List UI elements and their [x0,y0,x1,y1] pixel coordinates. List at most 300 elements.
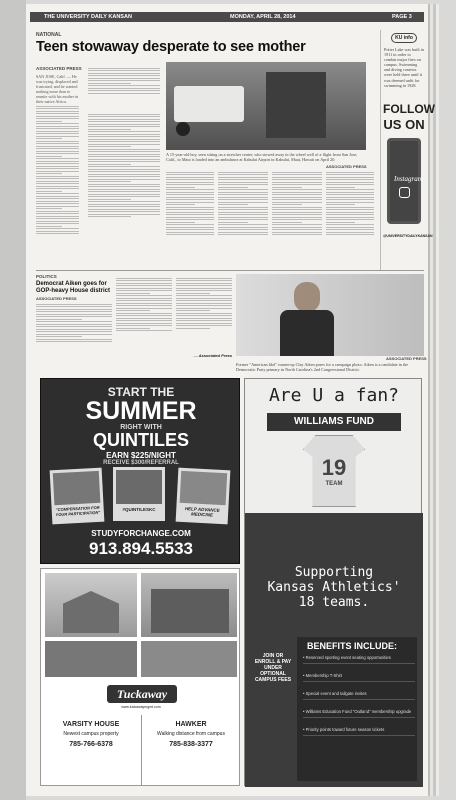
text-line [326,229,374,230]
text-line [272,202,322,203]
text-line [326,214,374,215]
polaroid-2-caption: #QUINTILESKC [122,507,156,512]
text-line [36,233,79,234]
benefits-title: BENEFITS INCLUDE: [307,641,397,651]
text-line [36,143,79,144]
apartment-shape [151,589,229,633]
text-line [36,161,79,162]
text-line [36,226,62,227]
text-line [272,227,322,228]
aiken-caption: Former "American Idol" runner-up Clay Aiken poses for a campaign photo. Aiken is a candidate in the Democratic Party primary in North Carolina's 2nd Congressional District. [236,362,409,373]
text-line [116,313,172,314]
williams-join: JOIN OR ENROLL & PAY UNDER OPTIONAL CAMPUS FEES [254,653,292,683]
text-line [166,187,195,188]
text-line [218,194,268,195]
hawker-phone[interactable]: 785-838-3377 [169,741,213,748]
text-line [116,278,172,279]
text-line [88,144,160,145]
wheel-shape [176,122,190,136]
text-line [326,207,374,208]
text-line [166,232,214,233]
text-line [36,111,79,112]
tuckaway-logo: Tuckaway [107,685,177,703]
varsity-house-photo [45,573,137,637]
politics-credit: — Associated Press [193,353,232,358]
story-headline: Teen stowaway desperate to see mother [36,39,306,55]
text-line [326,189,374,190]
text-line [272,222,302,223]
text-line [176,320,232,321]
people-shape [266,72,326,138]
politics-col-3 [176,276,232,352]
right-sidebar [380,30,435,270]
text-line [218,177,268,178]
polaroid-1-caption: "COMPENSATION FOR YOUR PARTICIPATION" [55,504,101,518]
text-line [116,285,172,286]
text-line [166,194,214,195]
text-line [326,209,374,210]
text-line [116,315,172,316]
text-line [166,224,214,225]
text-line [176,310,210,311]
text-line [176,290,232,291]
text-line [272,214,322,215]
text-line [88,159,160,160]
text-line [176,283,232,284]
text-line [36,183,79,184]
text-line [166,214,214,215]
support-line-2: Kansas Athletics' [267,580,401,595]
house-shape [63,591,119,633]
text-line [36,329,112,330]
text-line [36,166,79,167]
text-line [176,288,232,289]
text-line [36,123,79,124]
section-national: NATIONAL [36,32,62,38]
text-line [88,201,160,202]
text-line [116,300,172,301]
text-line [88,146,131,147]
photo-credit: ASSOCIATED PRESS [326,164,367,169]
text-line [218,229,268,230]
story-column-6 [326,170,374,264]
text-line [36,113,79,114]
masthead-page: PAGE 3 [392,14,412,20]
text-line [272,189,322,190]
masthead-title: THE UNIVERSITY DAILY KANSAN [44,14,132,20]
text-line [88,154,160,155]
benefit-item: • Special event and tailgate invites [303,691,415,700]
benefits-box [297,637,417,781]
text-line [326,197,374,198]
text-line [88,114,160,115]
text-line [272,232,322,233]
text-line [36,148,79,149]
text-line [116,330,172,331]
text-line [218,214,268,215]
williams-question: Are U a fan? [268,385,400,406]
text-line [116,280,172,281]
text-line [88,73,160,74]
text-line [116,290,172,291]
text-line [166,229,214,230]
quintiles-ad [40,378,240,564]
text-line [36,153,79,154]
benefit-item: • Priority points toward future season tickets [303,727,415,736]
tuckaway-divider [141,715,142,785]
text-line [88,119,160,120]
kuinfo-logo: KU info [391,33,417,43]
text-line [88,211,160,212]
quintiles-url[interactable]: STUDYFORCHANGE.COM [91,529,191,538]
text-line [218,207,268,208]
text-line [272,197,322,198]
text-line [166,212,214,213]
text-line [326,224,374,225]
text-line [176,300,232,301]
polaroid-1 [50,468,105,525]
story-column-3 [166,170,214,264]
text-line [36,171,79,172]
benefit-item: • Reserved sporting event seating opportunities [303,655,415,664]
text-line [218,172,268,173]
follow-line-2: US ON [383,117,425,132]
text-line [88,189,160,190]
text-line [176,295,232,296]
text-line [88,126,160,127]
text-line [88,131,160,132]
text-line [36,168,79,169]
text-line [36,126,79,127]
text-line [88,209,160,210]
text-line [88,80,160,81]
text-line [88,70,160,71]
text-line [36,186,79,187]
text-line [36,311,112,312]
text-line [88,141,160,142]
text-line [326,222,355,223]
jersey-number: 19 [321,455,347,480]
text-line [36,319,82,320]
follow-us-on [383,102,435,132]
text-line [36,106,79,107]
text-line [88,75,160,76]
text-line [272,217,322,218]
support-line-3: 18 teams. [298,595,370,610]
text-line [88,194,160,195]
text-line [166,199,214,200]
text-line [36,146,79,147]
text-line [36,223,79,224]
text-line [116,325,172,326]
text-line [36,324,112,325]
text-line [218,217,268,218]
story-lede: SAN JOSE, Calif. — He was trying, displaced and frustrated, and he wanted nothing more than to reunite with his mother in their native Africa. [36,74,79,104]
story-byline: ASSOCIATED PRESS [36,66,82,71]
text-line [36,208,62,209]
text-line [326,202,374,203]
varsity-phone[interactable]: 785-766-6378 [69,741,113,748]
text-line [218,234,268,235]
text-line [88,129,131,130]
text-line [88,176,160,177]
text-line [88,139,160,140]
text-line [88,196,160,197]
benefit-item: • Williams Education Fund "Outland" membership upgrade [303,709,415,718]
text-line [88,166,160,167]
text-line [272,212,322,213]
text-line [218,232,268,233]
text-line [166,197,214,198]
text-line [218,209,268,210]
text-line [36,193,79,194]
politics-col-2 [116,276,172,356]
text-line [218,212,268,213]
politics-byline: ASSOCIATED PRESS [36,296,77,301]
quintiles-phone[interactable]: 913.894.5533 [89,539,193,558]
benefits-list [303,655,415,745]
text-line [326,219,374,220]
quintiles-earn: EARN $225/NIGHT [106,451,176,460]
polaroid-3-photo [180,471,228,505]
text-line [326,234,374,235]
text-line [272,209,322,210]
text-line [218,189,268,190]
text-line [36,201,79,202]
text-line [36,211,79,212]
text-line [326,227,374,228]
story-column-5 [272,170,322,264]
ambulance-shape [174,86,244,122]
text-line [176,308,232,309]
text-line [88,214,160,215]
text-line [116,328,150,329]
text-line [88,121,160,122]
text-line [218,179,268,180]
varsity-name: VARSITY HOUSE [62,721,120,728]
text-line [166,179,214,180]
politics-col-1 [36,302,112,362]
text-line [88,88,160,89]
interior-photo-1 [45,641,137,677]
text-line [116,323,172,324]
text-line [326,204,355,205]
text-line [88,204,160,205]
polaroid-2-photo [116,470,162,504]
text-line [36,341,112,342]
text-line [36,309,112,310]
text-line [116,308,172,309]
text-line [166,209,214,210]
hawker-sub: Walking distance from campus [157,731,225,737]
text-line [36,206,79,207]
text-line [88,191,160,192]
text-line [176,278,232,279]
text-line [36,198,79,199]
follow-line-1: FOLLOW [383,102,435,116]
text-line [326,212,374,213]
text-line [88,116,160,117]
hawker-photo [141,573,237,637]
text-line [88,134,160,135]
text-line [116,320,172,321]
text-line [272,179,322,180]
text-line [88,78,160,79]
text-line [326,192,374,193]
text-line [218,174,268,175]
williams-support [245,565,423,610]
varsity-sub: Newest campus property [63,731,119,737]
section-politics: POLITICS [36,274,57,279]
text-line [166,219,214,220]
text-line [272,204,302,205]
text-line [36,173,62,174]
tuckaway-site[interactable]: www.tuckawaymgmt.com [121,705,161,709]
text-line [36,316,112,317]
quintiles-brand: QUINTILES [92,430,189,450]
text-line [218,197,268,198]
text-line [176,318,232,319]
quintiles-line-1: START THE [107,385,175,399]
text-line [218,182,268,183]
suit-shape [280,310,334,356]
text-line [36,213,79,214]
text-line [88,206,160,207]
text-line [272,199,322,200]
politics-headline: Democrat Aiken goes for GOP-heavy House district [36,281,111,294]
text-line [166,202,214,203]
text-line [116,295,172,296]
text-line [116,293,150,294]
text-line [36,108,79,109]
text-line [36,116,79,117]
text-line [166,177,214,178]
text-line [166,227,214,228]
text-line [218,204,248,205]
text-line [218,222,248,223]
text-line [36,218,79,219]
text-line [176,325,232,326]
text-line [218,219,268,220]
text-line [36,156,62,157]
text-line [88,124,160,125]
text-line [88,85,160,86]
text-line [36,158,79,159]
text-line [36,151,79,152]
text-line [36,221,79,222]
text-line [88,68,160,69]
text-line [166,204,195,205]
text-line [272,229,322,230]
text-line [88,216,131,217]
text-line [36,181,79,182]
text-line [36,336,82,337]
text-line [272,182,322,183]
text-line [36,321,112,322]
quintiles-line-2: SUMMER [85,397,197,425]
text-line [36,178,79,179]
text-line [88,136,160,137]
stowaway-photo [166,62,366,150]
text-line [326,232,374,233]
text-line [88,149,160,150]
page-margin [0,0,26,800]
text-line [36,188,79,189]
text-line [326,172,374,173]
text-line [272,207,322,208]
williams-brand: WILLIAMS FUND [267,413,401,431]
text-line [88,83,131,84]
text-line [166,207,214,208]
text-line [36,306,112,307]
polaroid-1-photo [53,471,101,505]
text-line [36,128,79,129]
text-line [166,172,214,173]
text-line [176,285,232,286]
text-line [36,334,112,335]
text-line [176,313,232,314]
text-line [176,298,232,299]
divider [36,270,424,271]
instagram-label: Instagram [394,175,423,183]
text-line [272,192,322,193]
text-line [166,222,195,223]
text-line [36,176,79,177]
text-line [88,161,160,162]
text-line [36,203,79,204]
text-line [36,138,62,139]
text-line [176,303,232,304]
quintiles-line-3: RIGHT WITH [120,424,162,431]
text-line [88,90,160,91]
text-line [218,227,268,228]
text-line [88,171,160,172]
aiken-photo-credit: ASSOCIATED PRESS [386,356,427,361]
text-line [116,283,172,284]
text-line [36,326,112,327]
text-line [326,174,374,175]
text-line [326,187,355,188]
instagram-icon [399,187,410,198]
hawker-name: HAWKER [175,721,207,728]
follow-handle: @UNIVERSITYDAILYKANSAN [383,234,433,238]
text-line [116,298,172,299]
text-line [218,224,268,225]
text-line [166,182,214,183]
text-line [326,177,374,178]
text-line [166,234,214,235]
text-line [176,293,210,294]
text-line [326,182,374,183]
polaroid-3 [176,468,231,525]
masthead-bar [30,12,424,22]
text-line [116,303,172,304]
text-line [36,133,79,134]
story-column-2-top [88,66,160,106]
text-line [36,228,79,229]
text-line [36,331,112,332]
text-line [218,199,268,200]
text-line [176,315,232,316]
text-line [218,192,268,193]
text-line [88,181,131,182]
polaroid-2 [113,467,165,521]
text-line [88,179,160,180]
text-line [36,339,112,340]
tuckaway-ad [40,568,240,786]
text-line [88,186,160,187]
text-line [116,305,172,306]
